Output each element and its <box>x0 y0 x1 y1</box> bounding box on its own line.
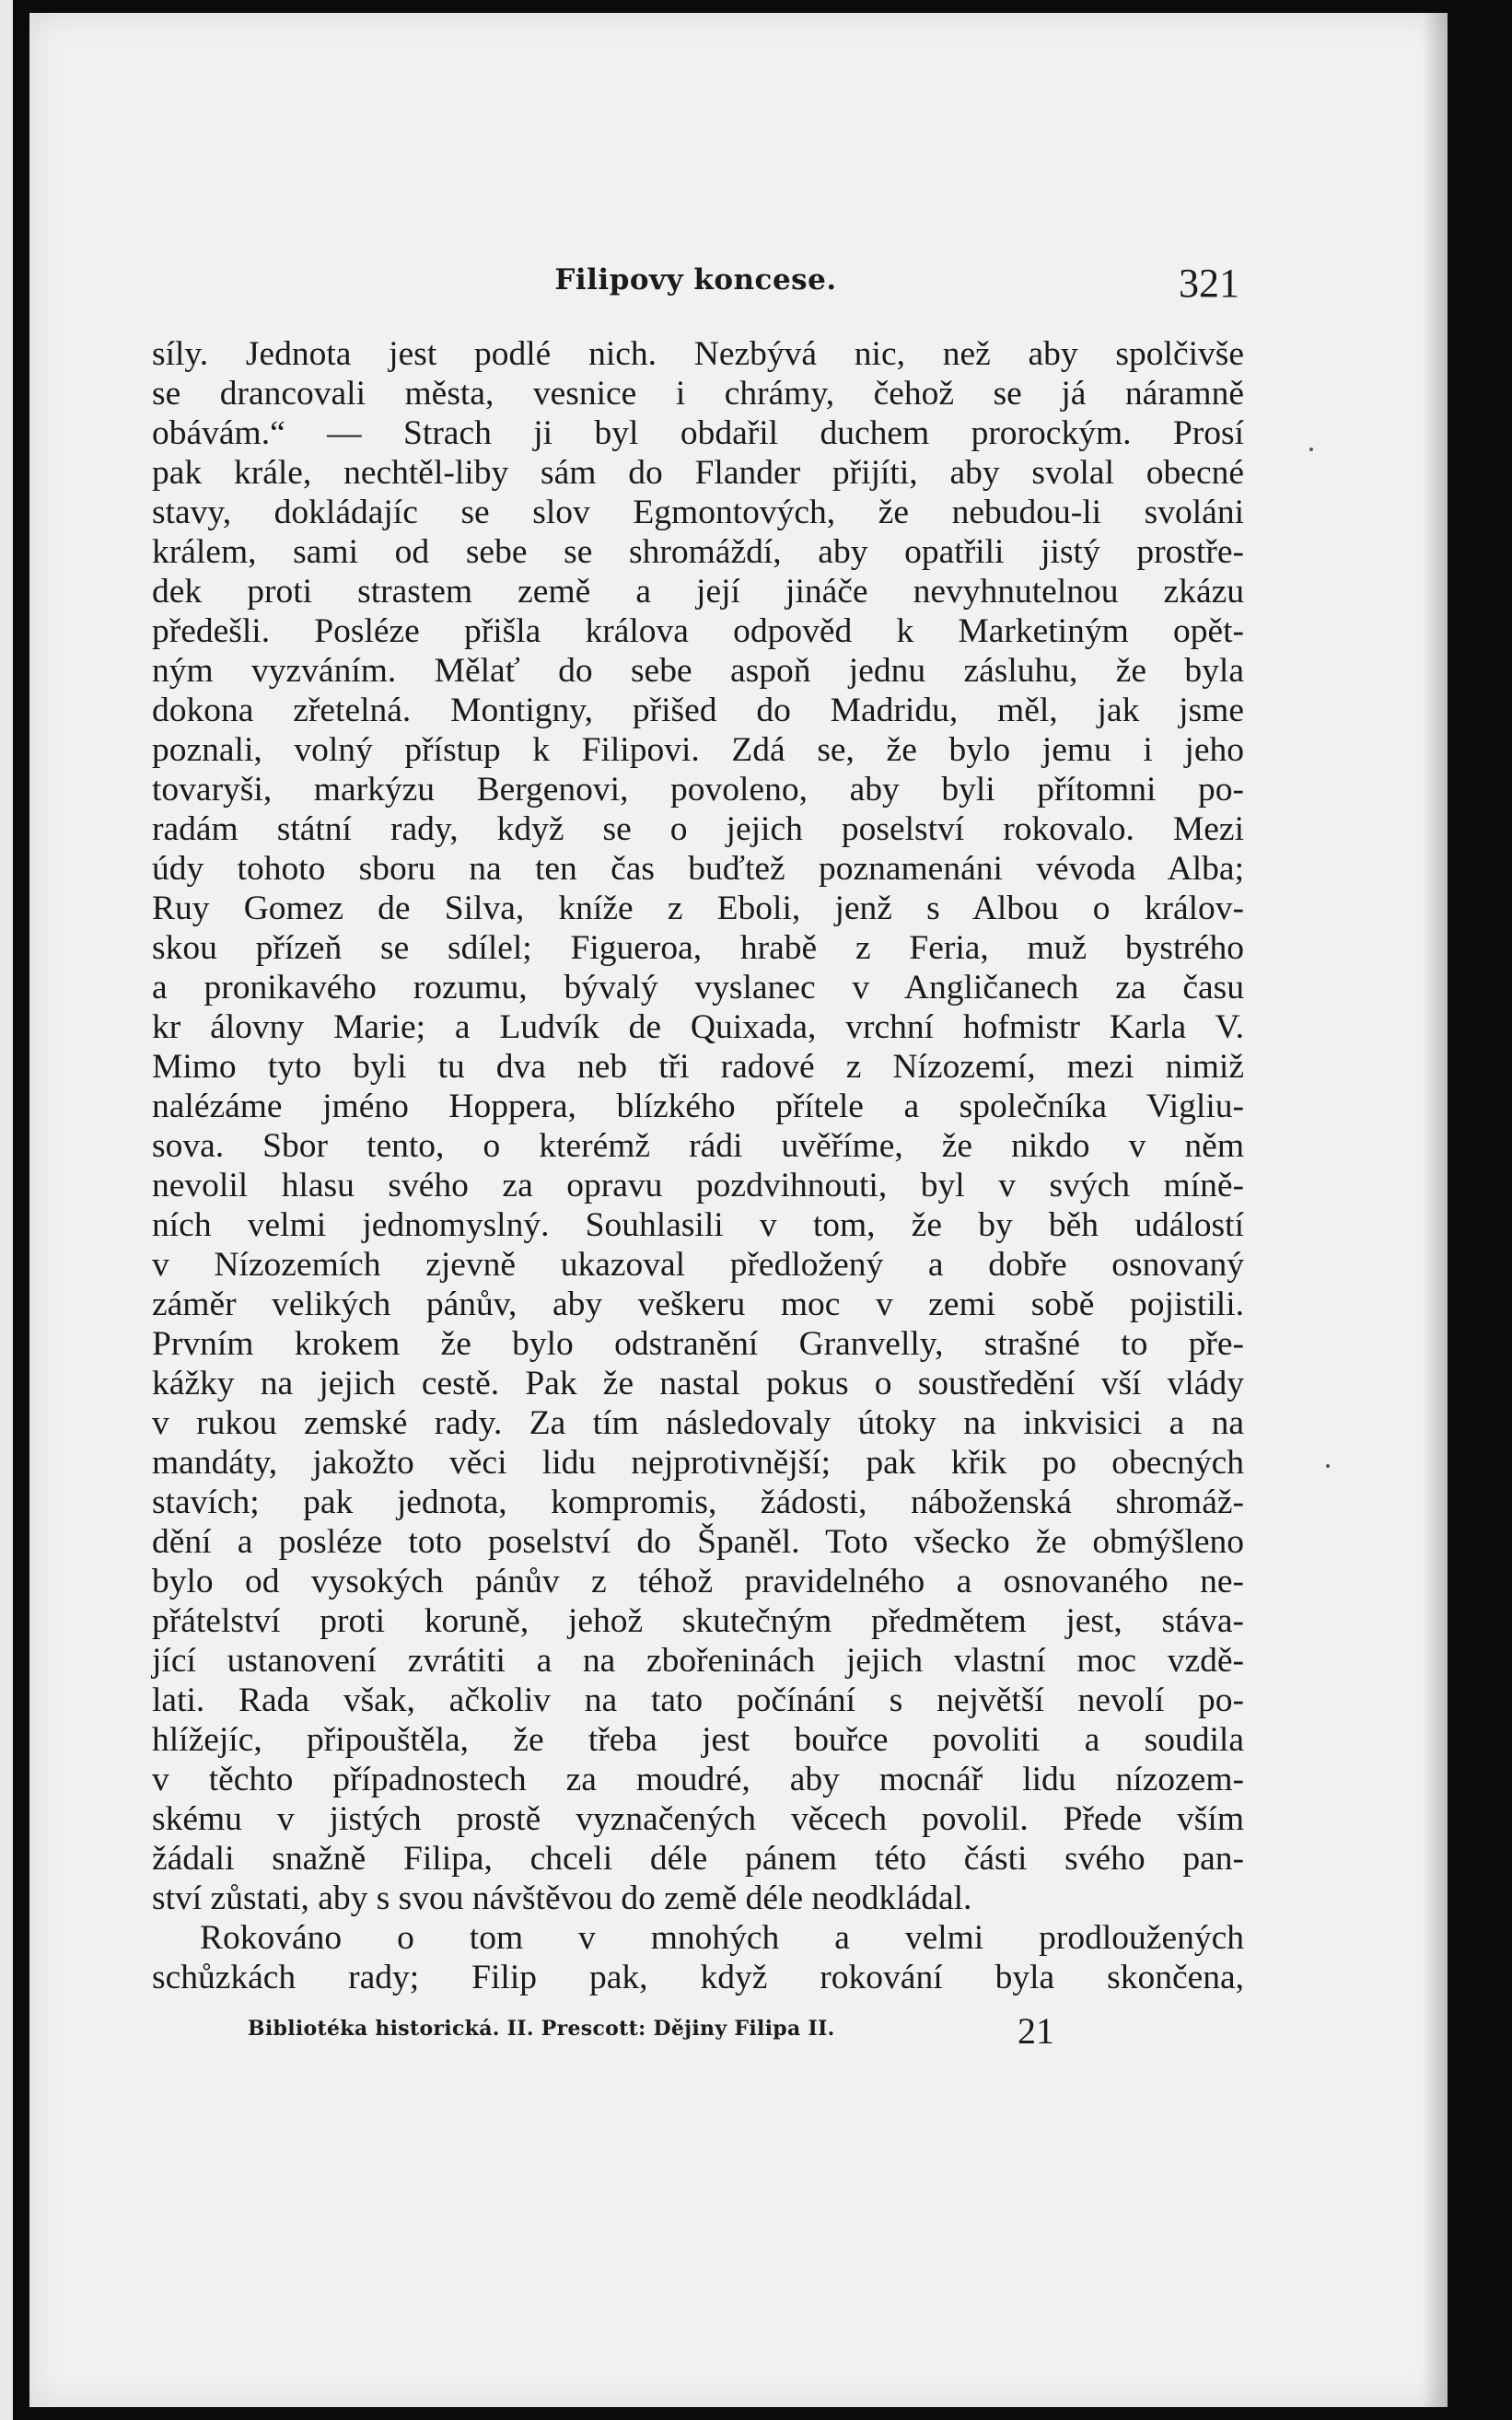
text-line: dokona zřetelná. Montigny, přišed do Madridu, měl, jak jsme <box>152 692 1244 729</box>
text-line: přátelství proti koruně, jehož skutečným předmětem jest, stáva- <box>152 1602 1244 1640</box>
running-title: Filipovy koncese. <box>554 263 837 297</box>
text-line: kážky na jejich cestě. Pak že nastal pokus o soustředění vší vlády <box>152 1365 1244 1402</box>
text-line: lati. Rada však, ačkoliv na tato počínání s největší nevolí po- <box>152 1681 1244 1719</box>
dust-speck <box>1326 1464 1330 1468</box>
text-line: ným vyzváním. Mělať do sebe aspoň jednu zásluhu, že byla <box>152 652 1244 690</box>
page-number: 321 <box>1179 261 1239 306</box>
dust-speck <box>1309 448 1313 451</box>
text-line: radám státní rady, když se o jejich poselství rokovalo. Mezi <box>152 810 1244 848</box>
text-line: Ruy Gomez de Silva, kníže z Eboli, jenž s Albou o králov- <box>152 890 1244 927</box>
text-line: v Nízozemích zjevně ukazoval předložený a dobře osnovaný <box>152 1246 1244 1284</box>
text-line: stavích; pak jednota, kompromis, žádosti, náboženská shromáž- <box>152 1483 1244 1521</box>
body-text <box>152 334 1244 1997</box>
text-line: nalézáme jméno Hoppera, blízkého přítele a společníka Vigliu- <box>152 1088 1244 1125</box>
text-line: v těchto případnostech za moudré, aby mocnář lidu nízozem- <box>152 1761 1244 1798</box>
paragraph-end-line: ství zůstati, aby s svou návštěvou do země déle neodkládal. <box>152 1879 972 1917</box>
text-line: se drancovali města, vesnice i chrámy, čehož se já náramně <box>152 375 1244 413</box>
text-line: dek proti strastem země a její jináče nevyhnutelnou zkázu <box>152 573 1244 611</box>
paragraph-start-line: Rokováno o tom v mnohých a velmi prodloužených <box>200 1919 1244 1957</box>
text-line: Prvním krokem že bylo odstranění Granvelly, strašné to pře- <box>152 1325 1244 1363</box>
text-line: obávám.“ — Strach ji byl obdařil duchem prorockým. Prosí <box>152 414 1244 452</box>
text-line: ních velmi jednomyslný. Souhlasili v tom, že by běh událostí <box>152 1206 1244 1244</box>
text-line: předešli. Posléze přišla králova odpověd k Marketiným opět- <box>152 612 1244 650</box>
footer-citation: Bibliotéka historická. II. Prescott: Dějiny Filipa II. <box>248 2017 835 2041</box>
text-line: a pronikavého rozumu, bývalý vyslanec v Angličanech za času <box>152 969 1244 1006</box>
text-line: nevolil hlasu svého za opravu pozdvihnouti, byl v svých míně- <box>152 1167 1244 1204</box>
page-footer <box>152 2004 1244 2050</box>
text-line: skou přízeň se sdílel; Figueroa, hrabě z Feria, muž bystrého <box>152 929 1244 967</box>
text-line: králem, sami od sebe se shromáždí, aby opatřili jistý prostře- <box>152 533 1244 571</box>
text-line: v rukou zemské rady. Za tím následovaly útoky na inkvisici a na <box>152 1404 1244 1442</box>
page-edge-shadow <box>1422 13 1448 2407</box>
text-line: skému v jistých prostě vyznačených věcech povolil. Přede vším <box>152 1800 1244 1838</box>
text-line: pak krále, nechtěl-liby sám do Flander přijíti, aby svolal obecné <box>152 454 1244 492</box>
text-line: záměr velikých pánův, aby veškeru moc v zemi sobě pojistili. <box>152 1286 1244 1323</box>
text-line: síly. Jednota jest podlé nich. Nezbývá nic, než aby spolčivše <box>152 335 1244 373</box>
text-line: sova. Sbor tento, o kterémž rádi uvěříme, že nikdo v něm <box>152 1127 1244 1165</box>
text-line: mandáty, jakožto věci lidu nejprotivnější; pak křik po obecných <box>152 1444 1244 1482</box>
text-line: schůzkách rady; Filip pak, když rokování byla skončena, <box>152 1959 1244 1996</box>
text-line: poznali, volný přístup k Filipovi. Zdá se, že bylo jemu i jeho <box>152 731 1244 769</box>
text-line: dění a posléze toto poselství do Španěl. Toto všecko že obmýšleno <box>152 1523 1244 1561</box>
text-line: hlížejíc, připouštěla, že třeba jest bouřce povoliti a soudila <box>152 1721 1244 1759</box>
text-line: jící ustanovení zvrátiti a na zbořeninách jejich vlastní moc vzdě- <box>152 1642 1244 1680</box>
text-line: Mimo tyto byli tu dva neb tři radové z Nízozemí, mezi nimiž <box>152 1048 1244 1086</box>
text-line: žádali snažně Filipa, chceli déle pánem této části svého pan- <box>152 1840 1244 1878</box>
text-line: stavy, dokládajíc se slov Egmontových, že nebudou-li svoláni <box>152 494 1244 531</box>
text-line: tovaryši, markýzu Bergenovi, povoleno, aby byli přítomni po- <box>152 771 1244 809</box>
text-line: údy tohoto sboru na ten čas buďtež poznamenáni vévoda Alba; <box>152 850 1244 888</box>
text-line: kr álovny Marie; a Ludvík de Quixada, vrchní hofmistr Karla V. <box>152 1008 1244 1046</box>
text-line: bylo od vysokých pánův z téhož pravidelného a osnovaného ne- <box>152 1563 1244 1600</box>
adjacent-page-edge <box>0 0 13 2420</box>
page-header <box>152 252 1239 308</box>
signature-mark: 21 <box>1018 2010 1054 2052</box>
